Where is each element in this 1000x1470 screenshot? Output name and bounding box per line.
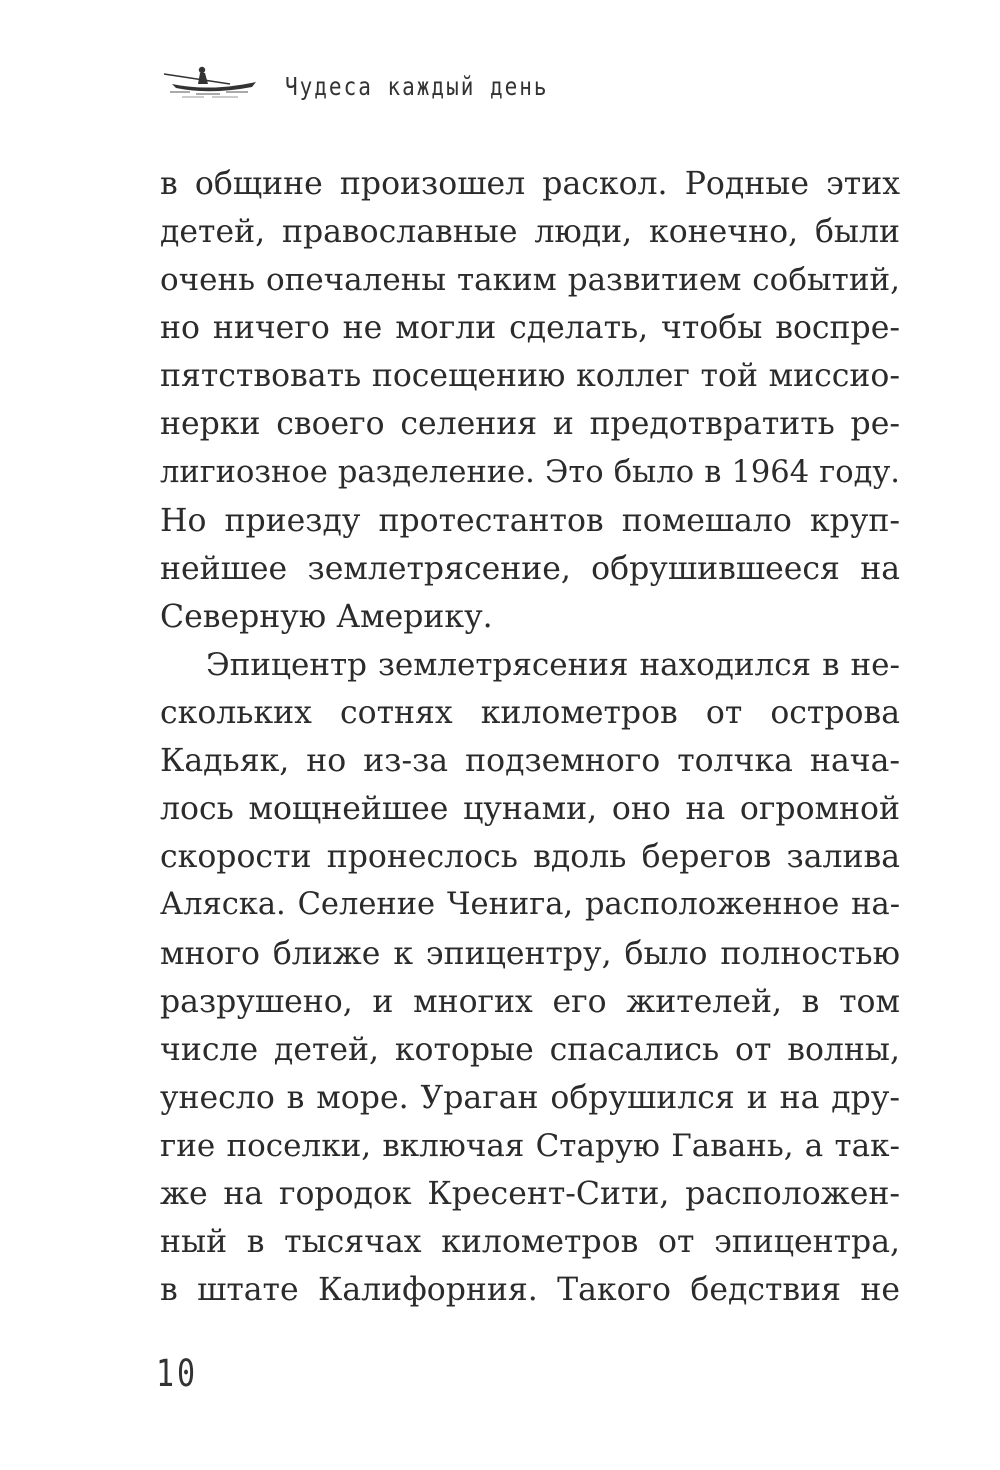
text-line: в штате Калифорния. Такого бедствия не <box>160 1272 900 1309</box>
rowing-boat-ornament-icon <box>160 62 260 102</box>
text-line: нерки своего селения и предотвратить ре- <box>160 406 900 443</box>
text-line: Аляска. Селение Ченига, расположенное на- <box>160 887 900 923</box>
paragraph-start-line: Эпицентр землетрясения находился в не- <box>206 646 900 683</box>
text-line: лось мощнейшее цунами, оно на огромной <box>160 791 900 828</box>
paragraph-end-line: Северную Америку. <box>160 598 493 635</box>
text-line: детей, православные люди, конечно, были <box>160 214 900 251</box>
text-line: гие поселки, включая Старую Гавань, а так- <box>160 1127 900 1164</box>
text-line: ный в тысячах километров от эпицентра, <box>160 1224 900 1261</box>
text-line: скорости пронеслось вдоль берегов залива <box>160 839 900 876</box>
body-text <box>160 160 900 1314</box>
text-line: скольких сотнях километров от острова <box>160 695 900 732</box>
text-line: разрушено, и многих его жителей, в том <box>160 983 900 1020</box>
text-line: много ближе к эпицентру, было полностью <box>160 935 900 972</box>
text-line: унесло в море. Ураган обрушился и на дру- <box>160 1079 900 1116</box>
text-line: лигиозное разделение. Это было в 1964 году. <box>160 454 900 490</box>
text-line: нейшее землетрясение, обрушившееся на <box>160 550 900 587</box>
running-title: Чудеса каждый день <box>285 72 549 101</box>
text-line: в общине произошел раскол. Родные этих <box>160 166 900 202</box>
text-line: Но приезду протестантов помешало круп- <box>160 502 900 539</box>
text-line: Кадьяк, но из-за подземного толчка нача- <box>160 743 900 780</box>
text-line: пятствовать посещению коллег той миссио- <box>160 358 900 395</box>
text-line: же на городок Кресент-Сити, расположен- <box>160 1175 900 1212</box>
page-number: 10 <box>156 1352 199 1396</box>
text-line: но ничего не могли сделать, чтобы воспре- <box>160 310 900 347</box>
running-header <box>160 58 760 108</box>
text-line: числе детей, которые спасались от волны, <box>160 1031 900 1068</box>
text-line: очень опечалены таким развитием событий, <box>160 262 900 299</box>
